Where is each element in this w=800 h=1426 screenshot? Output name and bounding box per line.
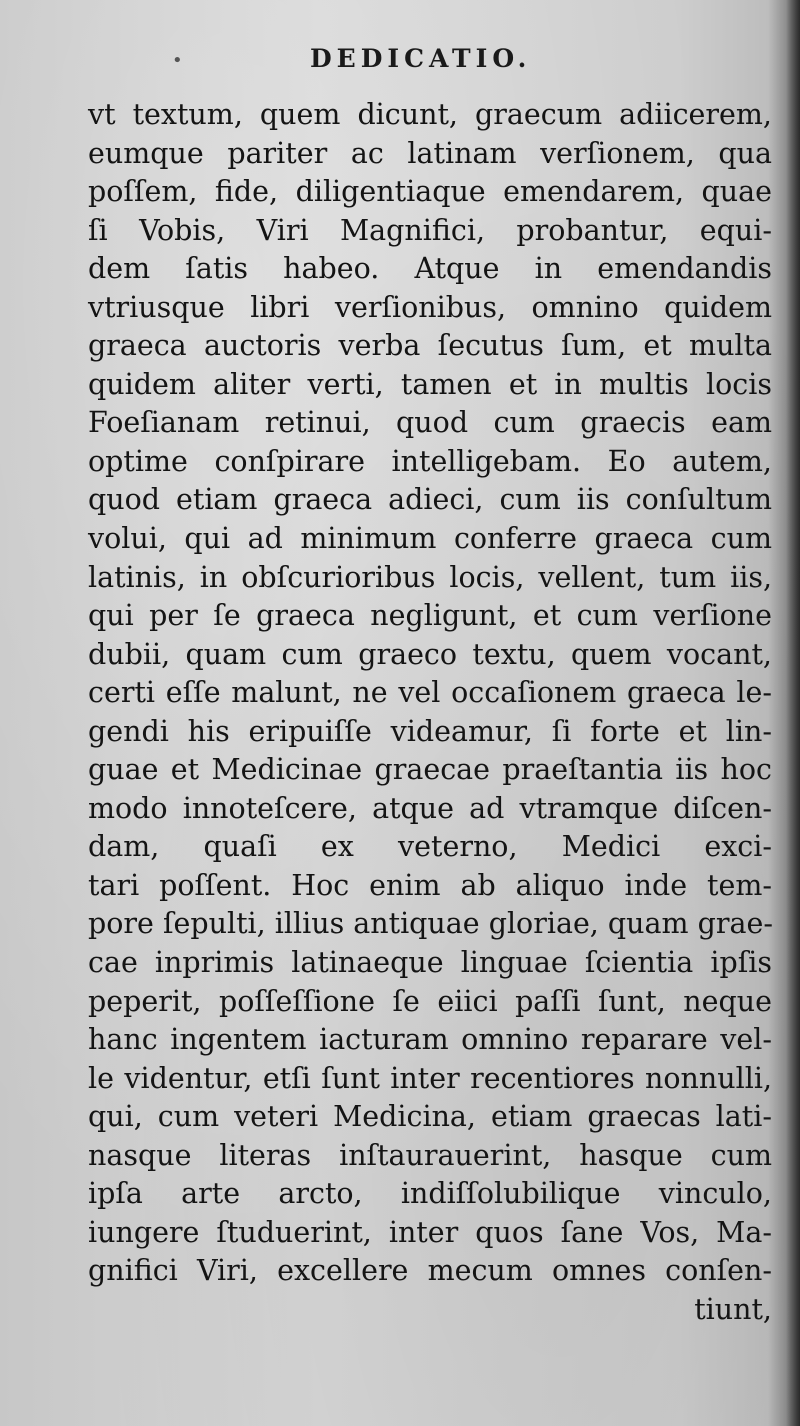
text-line: eumque pariter ac latinam verſionem, qua xyxy=(88,136,772,170)
header-ornament: • xyxy=(172,50,183,71)
text-line: vtriusque libri verſionibus, omnino quidem xyxy=(88,290,772,324)
text-line: quidem aliter verti, tamen et in multis locis xyxy=(88,367,772,401)
text-line: peperit, poſſeſſione ſe eiici paſſi ſunt, neque xyxy=(88,984,772,1018)
text-line: gnifici Viri, excellere mecum omnes conſen- xyxy=(88,1254,772,1288)
text-line: vt textum, quem dicunt, graecum adiicerem, xyxy=(88,98,772,131)
page-edge-shadow xyxy=(786,0,800,1426)
text-line: tiunt, xyxy=(694,1292,772,1326)
text-line: cae inprimis latinaeque linguae ſcientia ipſis xyxy=(88,946,772,980)
text-line: hanc ingentem iacturam omnino reparare vel- xyxy=(88,1023,772,1057)
text-line: ipſa arte arcto, indiſſolubilique vinculo, xyxy=(88,1177,772,1211)
text-line: graeca auctoris verba ſecutus ſum, et multa xyxy=(88,329,772,363)
text-line: nasque literas inſtaurauerint, hasque cum xyxy=(88,1138,772,1172)
text-line: modo innoteſcere, atque ad vtramque diſcen- xyxy=(88,791,772,825)
body-text xyxy=(88,96,772,1330)
text-line: pore ſepulti, illius antiquae gloriae, quam grae- xyxy=(88,907,773,941)
text-line: dam, quaſi ex veterno, Medici exci- xyxy=(88,830,772,864)
text-line: iungere ſtuduerint, inter quos ſane Vos, Ma- xyxy=(88,1215,772,1249)
text-line: dem ſatis habeo. Atque in emendandis xyxy=(88,252,772,286)
text-line: poſſem, fide, diligentiaque emendarem, quae xyxy=(88,175,772,209)
text-line: guae et Medicinae graecae praeſtantia iis hoc xyxy=(88,753,772,787)
text-line: le videntur, etſi ſunt inter recentiores nonnulli, xyxy=(88,1061,772,1095)
text-line: quod etiam graeca adieci, cum iis conſultum xyxy=(88,483,772,517)
text-line: tari poſſent. Hoc enim ab aliquo inde tem- xyxy=(88,868,772,902)
text-line: qui per ſe graeca negligunt, et cum verſione xyxy=(88,599,772,633)
text-line: volui, qui ad minimum conferre graeca cum xyxy=(88,522,772,556)
text-line: certi eſſe malunt, ne vel occaſionem graeca le- xyxy=(88,676,772,710)
text-line: ſi Vobis, Viri Magnifici, probantur, equi- xyxy=(88,213,772,247)
text-line: Foeſianam retinui, quod cum graecis eam xyxy=(88,406,772,440)
text-line: gendi his eripuiſſe videamur, ſi forte et lin- xyxy=(88,714,772,748)
running-head: DEDICATIO. xyxy=(310,44,532,73)
text-line: qui, cum veteri Medicina, etiam graecas lati- xyxy=(88,1100,772,1134)
page-header xyxy=(0,38,800,82)
text-line: dubii, quam cum graeco textu, quem vocant, xyxy=(88,637,772,671)
text-line: optime conſpirare intelligebam. Eo autem, xyxy=(88,444,772,478)
text-line: latinis, in obſcurioribus locis, vellent, tum iis, xyxy=(88,560,772,594)
